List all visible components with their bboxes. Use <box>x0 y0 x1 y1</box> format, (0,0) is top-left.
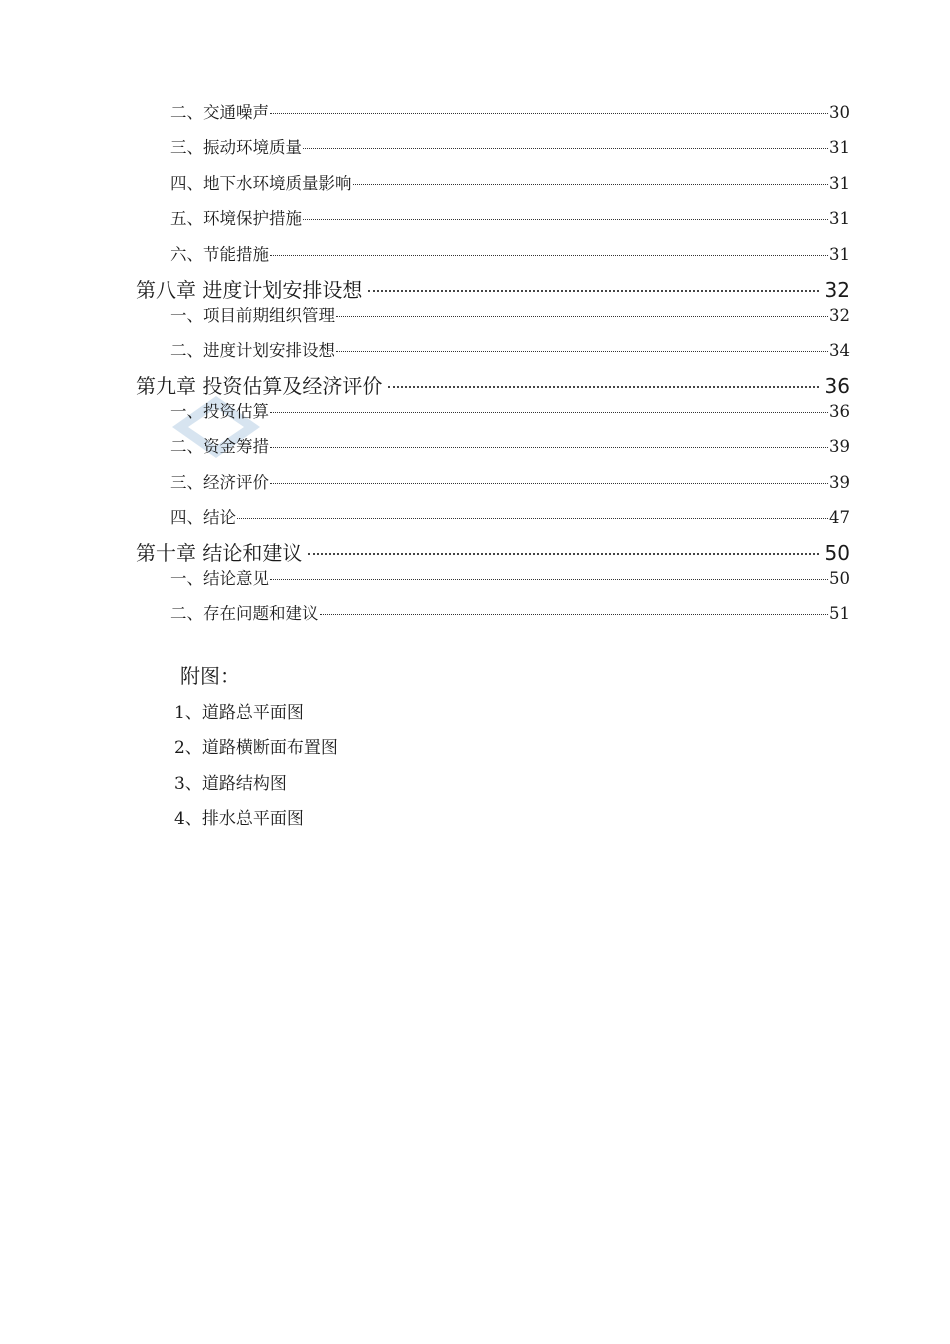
toc-entry-label: 二、进度计划安排设想 <box>170 341 335 360</box>
toc-entry-page: 31 <box>829 245 850 264</box>
toc-leader-dots <box>308 553 818 555</box>
appendix-title: 附图： <box>180 664 240 688</box>
toc-entry-page: 39 <box>829 473 850 492</box>
appendix-item: 3、道路结构图 <box>174 774 287 794</box>
toc-leader-dots <box>303 219 828 220</box>
toc-entry[interactable] <box>170 301 850 331</box>
toc-entry[interactable] <box>170 599 850 629</box>
toc-leader-dots <box>270 113 828 114</box>
toc-entry-label: 三、振动环境质量 <box>170 138 302 157</box>
toc-chapter-label: 第十章 结论和建议 <box>136 541 303 565</box>
toc-entry-page: 39 <box>829 437 850 456</box>
toc-entry[interactable] <box>170 204 850 234</box>
toc-leader-dots <box>336 316 828 317</box>
toc-leader-dots <box>270 255 828 256</box>
toc-leader-dots <box>320 614 829 615</box>
toc-entry-label: 二、存在问题和建议 <box>170 604 319 623</box>
toc-leader-dots <box>270 447 828 448</box>
toc-entry-label: 二、交通噪声 <box>170 103 269 122</box>
toc-chapter-entry[interactable] <box>136 539 850 567</box>
toc-chapter-entry[interactable] <box>136 276 850 304</box>
toc-entry[interactable] <box>170 240 850 270</box>
toc-chapter-label: 第八章 进度计划安排设想 <box>136 278 363 302</box>
toc-entry-page: 51 <box>829 604 850 623</box>
toc-entry-label: 六、节能措施 <box>170 245 269 264</box>
toc-chapter-page: 50 <box>824 541 850 565</box>
toc-entry-page: 31 <box>829 138 850 157</box>
toc-entry[interactable] <box>170 397 850 427</box>
toc-chapter-page: 32 <box>824 278 850 302</box>
toc-leader-dots <box>303 148 828 149</box>
toc-entry-label: 一、投资估算 <box>170 402 269 421</box>
toc-entry-page: 31 <box>829 174 850 193</box>
toc-entry-label: 四、地下水环境质量影响 <box>170 174 352 193</box>
toc-entry-label: 二、资金筹措 <box>170 437 269 456</box>
toc-entry-page: 32 <box>829 306 850 325</box>
toc-entry-label: 一、项目前期组织管理 <box>170 306 335 325</box>
toc-entry[interactable] <box>170 503 850 533</box>
toc-chapter-label: 第九章 投资估算及经济评价 <box>136 374 383 398</box>
toc-entry-page: 34 <box>829 341 850 360</box>
toc-entry-label: 五、环境保护措施 <box>170 209 302 228</box>
toc-entry-page: 31 <box>829 209 850 228</box>
toc-chapter-entry[interactable] <box>136 372 850 400</box>
toc-leader-dots <box>270 483 828 484</box>
toc-entry[interactable] <box>170 564 850 594</box>
toc-entry-label: 一、结论意见 <box>170 569 269 588</box>
toc-entry-page: 47 <box>829 508 850 527</box>
toc-entry[interactable] <box>170 336 850 366</box>
toc-entry-page: 36 <box>829 402 850 421</box>
toc-leader-dots <box>336 351 828 352</box>
toc-entry-label: 四、结论 <box>170 508 236 527</box>
appendix-item: 1、道路总平面图 <box>174 703 304 723</box>
toc-leader-dots <box>388 386 818 388</box>
toc-entry-label: 三、经济评价 <box>170 473 269 492</box>
toc-leader-dots <box>353 184 829 185</box>
toc-leader-dots <box>368 290 818 292</box>
toc-leader-dots <box>237 518 828 519</box>
toc-chapter-page: 36 <box>824 374 850 398</box>
toc-entry[interactable] <box>170 468 850 498</box>
toc-entry[interactable] <box>170 98 850 128</box>
toc-entry[interactable] <box>170 169 850 199</box>
appendix-item: 4、排水总平面图 <box>174 809 304 829</box>
toc-entry-page: 50 <box>829 569 850 588</box>
toc-entry[interactable] <box>170 133 850 163</box>
appendix-item: 2、道路横断面布置图 <box>174 738 338 758</box>
toc-entry-page: 30 <box>829 103 850 122</box>
toc-entry[interactable] <box>170 432 850 462</box>
toc-leader-dots <box>270 412 828 413</box>
toc-leader-dots <box>270 579 828 580</box>
